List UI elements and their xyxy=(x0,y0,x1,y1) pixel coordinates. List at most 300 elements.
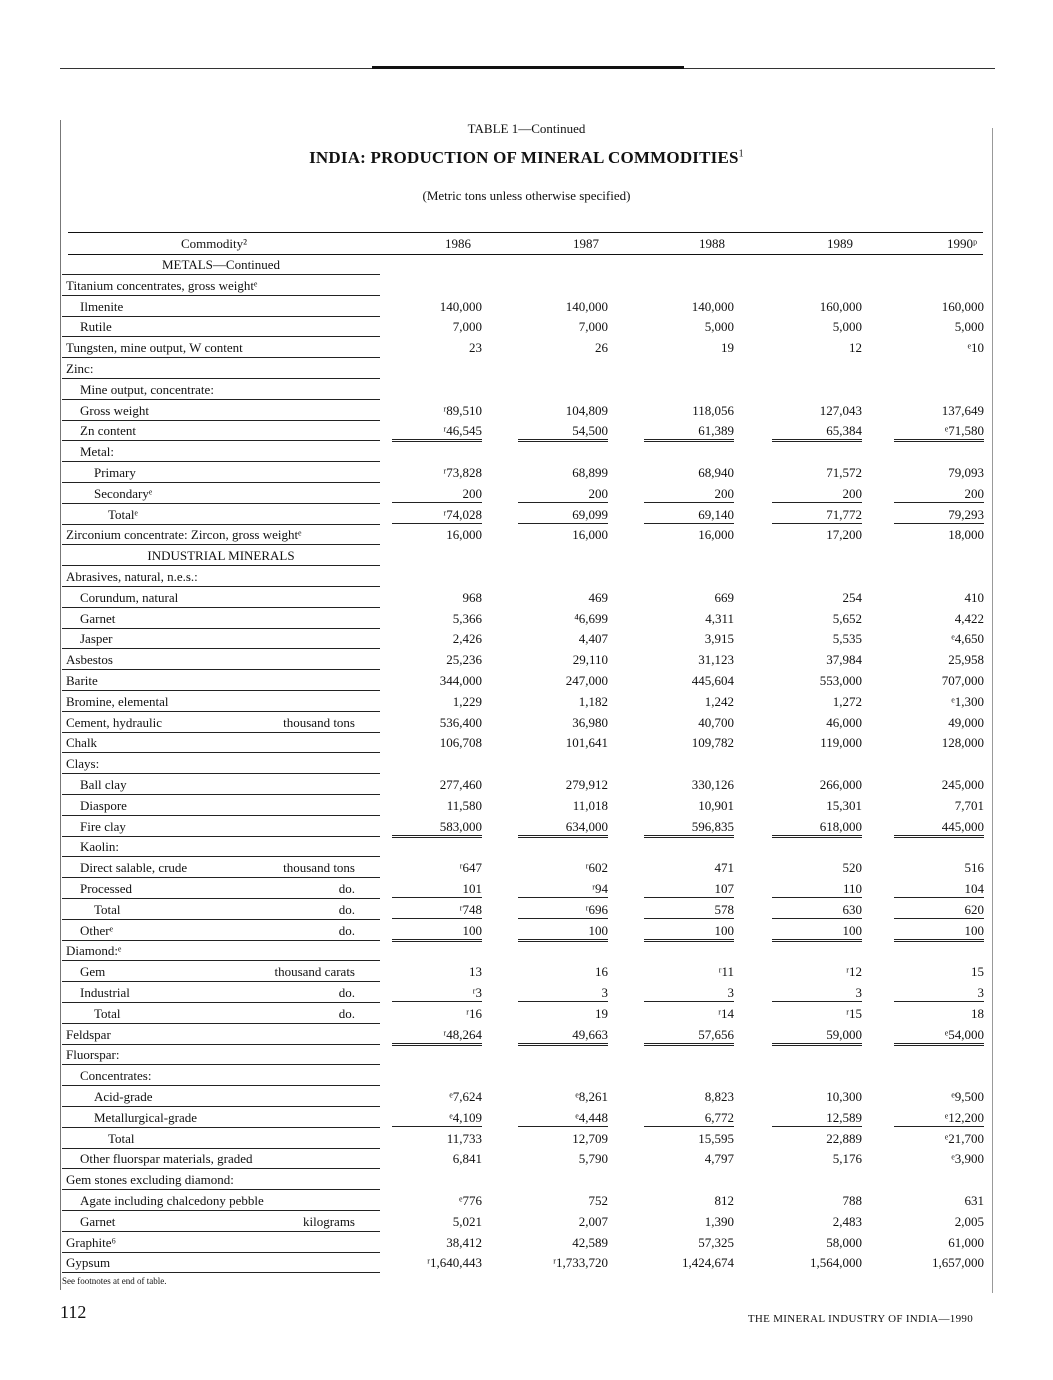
cell-1990: 18,000 xyxy=(948,527,984,543)
footnote: See footnotes at end of table. xyxy=(62,1276,167,1286)
row-label: Kaolin: xyxy=(80,839,119,855)
cell-1988: 31,123 xyxy=(698,652,734,668)
row-label: Fire clay xyxy=(80,818,126,834)
table-row xyxy=(0,337,1053,357)
row-label: Abrasives, natural, n.e.s.: xyxy=(66,569,198,584)
row-label: Rutile xyxy=(80,319,112,335)
row-label: Gypsum xyxy=(66,1255,111,1271)
row-label: Feldspar xyxy=(66,1026,111,1042)
table-label: TABLE 1—Continued xyxy=(467,121,586,136)
cell-1987: 11,018 xyxy=(572,797,608,813)
cell-1990: 49,000 xyxy=(948,714,984,730)
cell-1988: 100 xyxy=(644,923,734,942)
cell-1986: 16,000 xyxy=(446,527,482,543)
table-row xyxy=(0,961,1053,981)
row-label: Direct salable, crude xyxy=(80,860,188,876)
cell-1989: 788 xyxy=(842,1193,862,1208)
row-label: Fluorspar: xyxy=(66,1047,120,1063)
cell-1989: 59,000 xyxy=(772,1027,862,1046)
cell-1990: ᵉ71,580 xyxy=(894,423,984,442)
cell-1987: 2,007 xyxy=(578,1213,608,1229)
table-title-text: INDIA: PRODUCTION OF MINERAL COMMODITIES xyxy=(309,148,739,167)
cell-1989: ʳ12 xyxy=(846,964,862,980)
cell-1987: 634,000 xyxy=(518,819,608,838)
cell-1989: ʳ15 xyxy=(846,1005,862,1021)
column-header-commodity: Commodity² xyxy=(180,236,247,251)
table-row xyxy=(0,608,1053,628)
table-row xyxy=(0,504,1053,524)
table-row xyxy=(0,1211,1053,1231)
cell-1986: 23 xyxy=(469,340,482,356)
row-label: Metal: xyxy=(80,444,114,460)
cell-1989: 3 xyxy=(772,985,862,1002)
row-label: Titanium concentrates, gross weightᵉ xyxy=(66,277,258,293)
row-label: Asbestos xyxy=(66,652,113,668)
cell-1989: 12 xyxy=(849,340,862,356)
cell-1987: ᵉ8,261 xyxy=(575,1089,608,1104)
cell-1986: ʳ1,640,443 xyxy=(427,1255,482,1271)
cell-1987: ʳ94 xyxy=(518,881,608,898)
cell-1989: 1,564,000 xyxy=(810,1255,862,1271)
cell-1988: ʳ11 xyxy=(718,964,734,980)
table-subtitle: (Metric tons unless otherwise specified) xyxy=(422,188,631,203)
row-label: Cement, hydraulic xyxy=(66,714,163,730)
row-label: Agate including chalcedony pebble xyxy=(80,1193,264,1208)
cell-1990: 1,657,000 xyxy=(932,1255,984,1271)
row-label: METALS—Continued xyxy=(161,257,281,272)
cell-1987: 752 xyxy=(588,1193,608,1208)
cell-1987: 469 xyxy=(588,589,608,605)
cell-1990: 707,000 xyxy=(941,673,984,688)
row-label: Ball clay xyxy=(80,777,127,792)
cell-1990: 4,422 xyxy=(954,610,984,626)
cell-1988: 109,782 xyxy=(691,735,734,751)
cell-1986: 5,366 xyxy=(452,610,482,626)
cell-1987: 16,000 xyxy=(572,527,608,543)
cell-1990: 25,958 xyxy=(948,652,984,668)
cell-1988: 5,000 xyxy=(704,319,734,335)
row-unit: kilograms xyxy=(303,1213,355,1229)
cell-1989: 5,000 xyxy=(832,319,862,335)
cell-1988: 15,595 xyxy=(698,1130,734,1146)
cell-1987: 200 xyxy=(518,486,608,503)
cell-1986: 6,841 xyxy=(452,1151,482,1167)
row-label: Jasper xyxy=(80,631,113,647)
column-header-1989: 1989 xyxy=(827,236,853,251)
cell-1988: 578 xyxy=(644,902,734,919)
table-row xyxy=(0,441,1053,461)
cell-1987: ʳ696 xyxy=(518,902,608,919)
cell-1986: ᵉ776 xyxy=(459,1193,482,1208)
table-title xyxy=(0,148,1053,168)
cell-1990: 61,000 xyxy=(948,1234,984,1250)
table-row xyxy=(0,878,1053,898)
row-unit: do. xyxy=(338,881,355,896)
table-row xyxy=(0,545,1053,565)
cell-1990: 620 xyxy=(894,902,984,919)
cell-1988: 1,424,674 xyxy=(682,1255,734,1271)
row-label: Total xyxy=(94,1005,121,1021)
row-unit: thousand tons xyxy=(283,714,355,730)
row-label: Totalᵉ xyxy=(108,506,138,522)
cell-1989: 65,384 xyxy=(772,423,862,442)
cell-1988: 8,823 xyxy=(704,1089,734,1104)
cell-1986: ʳ89,510 xyxy=(443,402,482,418)
cell-1988: 19 xyxy=(721,340,734,356)
row-label: Corundum, natural xyxy=(80,589,179,605)
cell-1989: 553,000 xyxy=(819,673,862,688)
cell-1989: 71,772 xyxy=(772,507,862,524)
cell-1990: 410 xyxy=(964,589,984,605)
cell-1988: 3 xyxy=(644,985,734,1002)
cell-1987: 16 xyxy=(595,964,608,980)
row-label: Processed xyxy=(80,881,132,896)
cell-1987: 3 xyxy=(518,985,608,1002)
cell-1989: 5,176 xyxy=(832,1151,862,1167)
cell-1986: ᵉ4,109 xyxy=(392,1110,482,1127)
row-label: Otherᵉ xyxy=(80,922,113,938)
table-row xyxy=(0,358,1053,378)
cell-1986: 5,021 xyxy=(452,1213,482,1229)
cell-1986: 2,426 xyxy=(452,631,482,647)
cell-1988: 596,835 xyxy=(644,819,734,838)
cell-1988: 40,700 xyxy=(698,714,734,730)
row-unit: thousand tons xyxy=(283,860,355,876)
cell-1987: 36,980 xyxy=(572,714,608,730)
cell-1986: ʳ46,545 xyxy=(392,423,482,442)
cell-1987: 279,912 xyxy=(565,777,608,792)
cell-1988: 140,000 xyxy=(691,298,734,314)
cell-1988: 10,901 xyxy=(698,797,734,813)
row-label: Total xyxy=(94,901,121,917)
cell-1988: 1,390 xyxy=(704,1213,734,1229)
row-label: Industrial xyxy=(80,985,130,1000)
table-row xyxy=(0,296,1053,316)
table-row xyxy=(0,940,1053,960)
row-label: Diamond:ᵉ xyxy=(66,943,122,959)
table-row xyxy=(0,587,1053,607)
cell-1989: 58,000 xyxy=(826,1234,862,1250)
cell-1987: 140,000 xyxy=(565,298,608,314)
cell-1986: 344,000 xyxy=(439,673,482,688)
cell-1990: 2,005 xyxy=(954,1213,984,1229)
table-row xyxy=(0,1065,1053,1085)
table-row xyxy=(0,1107,1053,1127)
cell-1989: 110 xyxy=(772,881,862,898)
table-row xyxy=(0,816,1053,836)
title-footnote-mark: 1 xyxy=(738,148,744,160)
cell-1987: ᵉ4,448 xyxy=(518,1110,608,1127)
cell-1988: 4,797 xyxy=(704,1151,734,1167)
cell-1990: ᵉ10 xyxy=(967,340,984,356)
table-row xyxy=(0,1148,1053,1168)
cell-1989: 37,984 xyxy=(826,652,862,668)
table-row xyxy=(0,670,1053,690)
cell-1990: 128,000 xyxy=(941,735,984,751)
row-label: Ilmenite xyxy=(80,298,124,314)
row-label: Other fluorspar materials, graded xyxy=(80,1151,253,1167)
cell-1988: 4,311 xyxy=(705,610,734,626)
table-row xyxy=(0,1086,1053,1106)
row-label: Graphite⁶ xyxy=(66,1234,117,1250)
table-row xyxy=(0,982,1053,1002)
column-header-1986: 1986 xyxy=(445,236,471,251)
table-row xyxy=(0,732,1053,752)
row-label: Zirconium concentrate: Zircon, gross weightᵉ xyxy=(66,527,302,543)
cell-1986: 106,708 xyxy=(439,735,482,751)
cell-1987: 7,000 xyxy=(578,319,608,335)
row-label: Secondaryᵉ xyxy=(94,485,153,501)
cell-1990: 3 xyxy=(894,985,984,1002)
cell-1990: ᵉ12,200 xyxy=(894,1110,984,1127)
row-unit: do. xyxy=(338,1005,355,1021)
row-label: Bromine, elemental xyxy=(66,693,169,709)
cell-1988: 57,325 xyxy=(698,1234,734,1250)
row-label: Zinc: xyxy=(66,361,94,376)
table-row xyxy=(0,524,1053,544)
cell-1987: ⁴6,699 xyxy=(574,610,608,626)
cell-1990: 100 xyxy=(894,923,984,942)
row-label: Barite xyxy=(66,673,98,688)
row-label: Gross weight xyxy=(80,402,149,418)
cell-1986: 13 xyxy=(469,964,482,980)
cell-1987: 1,182 xyxy=(578,693,608,709)
cell-1987: 101,641 xyxy=(565,735,608,751)
cell-1986: 100 xyxy=(392,923,482,942)
cell-1987: 68,899 xyxy=(572,465,608,480)
cell-1988: 6,772 xyxy=(644,1110,734,1127)
cell-1987: 247,000 xyxy=(565,673,608,688)
cell-1986: 968 xyxy=(462,589,482,605)
row-unit: do. xyxy=(338,922,355,938)
cell-1990: ᵉ54,000 xyxy=(894,1027,984,1046)
cell-1988: 107 xyxy=(644,881,734,898)
cell-1986: ʳ748 xyxy=(392,902,482,919)
table-row xyxy=(0,254,1053,274)
cell-1988: 118,056 xyxy=(692,402,734,418)
table-row xyxy=(0,1190,1053,1210)
column-header-1988: 1988 xyxy=(699,236,725,251)
row-label: Garnet xyxy=(80,1213,116,1229)
table-row xyxy=(0,1232,1053,1252)
cell-1989: 266,000 xyxy=(819,777,862,792)
cell-1989: 2,483 xyxy=(832,1213,862,1229)
table-row xyxy=(0,1003,1053,1023)
row-label: Primary xyxy=(94,465,136,480)
cell-1990: 160,000 xyxy=(941,298,984,314)
cell-1986: 140,000 xyxy=(439,298,482,314)
table-row xyxy=(0,316,1053,336)
cell-1986: 536,400 xyxy=(439,714,482,730)
row-label: Tungsten, mine output, W content xyxy=(66,340,243,356)
cell-1988: 812 xyxy=(714,1193,734,1208)
cell-1989: 127,043 xyxy=(819,402,862,418)
cell-1989: 1,272 xyxy=(832,693,862,709)
cell-1990: ᵉ9,500 xyxy=(951,1089,984,1104)
cell-1989: 12,589 xyxy=(772,1110,862,1127)
cell-1989: 22,889 xyxy=(826,1130,862,1146)
cell-1990: 7,701 xyxy=(954,797,984,813)
row-label: Gem xyxy=(80,964,106,980)
cell-1986: ʳ647 xyxy=(459,860,482,876)
cell-1990: ᵉ21,700 xyxy=(944,1130,984,1146)
cell-1990: ᵉ3,900 xyxy=(951,1151,984,1167)
table-row xyxy=(0,400,1053,420)
cell-1990: 631 xyxy=(964,1193,984,1208)
cell-1990: 79,093 xyxy=(948,465,984,480)
cell-1986: ʳ74,028 xyxy=(392,507,482,524)
cell-1988: 445,604 xyxy=(691,673,734,688)
cell-1986: ᵉ7,624 xyxy=(449,1089,482,1104)
cell-1989: 5,535 xyxy=(832,631,862,647)
table-row xyxy=(0,774,1053,794)
row-label: Total xyxy=(108,1130,135,1146)
cell-1990: 445,000 xyxy=(894,819,984,838)
row-label: Garnet xyxy=(80,610,116,626)
cell-1986: ʳ16 xyxy=(466,1005,482,1021)
row-rule xyxy=(62,1272,380,1273)
cell-1987: 100 xyxy=(518,923,608,942)
cell-1989: 17,200 xyxy=(826,527,862,543)
cell-1989: 15,301 xyxy=(826,797,862,813)
cell-1989: 5,652 xyxy=(832,610,862,626)
cell-1989: 618,000 xyxy=(772,819,862,838)
cell-1986: 38,412 xyxy=(446,1234,482,1250)
cell-1988: 471 xyxy=(714,860,734,876)
cell-1988: 69,140 xyxy=(644,507,734,524)
table-row xyxy=(0,1024,1053,1044)
cell-1986: 101 xyxy=(392,881,482,898)
cell-1990: 18 xyxy=(971,1005,984,1021)
row-label: INDUSTRIAL MINERALS xyxy=(147,548,295,564)
cell-1987: ʳ602 xyxy=(585,860,608,876)
cell-1987: 69,099 xyxy=(518,507,608,524)
cell-1986: ʳ3 xyxy=(392,985,482,1002)
row-label: Chalk xyxy=(66,735,98,751)
cell-1988: 3,915 xyxy=(704,631,734,647)
row-label: Acid-grade xyxy=(94,1089,153,1104)
table-row xyxy=(0,712,1053,732)
table-row xyxy=(0,920,1053,940)
table-row xyxy=(0,275,1053,295)
cell-1987: 4,407 xyxy=(578,631,608,647)
cell-1988: 61,389 xyxy=(644,423,734,442)
cell-1988: ʳ14 xyxy=(718,1005,734,1021)
cell-1990: 79,293 xyxy=(894,507,984,524)
cell-1988: 330,126 xyxy=(691,777,734,792)
cell-1988: 200 xyxy=(644,486,734,503)
table-row xyxy=(0,1128,1053,1148)
cell-1988: 68,940 xyxy=(698,465,734,480)
table-row xyxy=(0,483,1053,503)
cell-1990: 200 xyxy=(894,486,984,503)
cell-1987: 54,500 xyxy=(518,423,608,442)
table-row xyxy=(0,836,1053,856)
cell-1990: 104 xyxy=(894,881,984,898)
cell-1989: 254 xyxy=(842,589,862,605)
top-rule-accent xyxy=(372,66,684,69)
cell-1986: 11,733 xyxy=(446,1130,482,1146)
cell-1989: 160,000 xyxy=(819,298,862,314)
cell-1987: 42,589 xyxy=(572,1234,608,1250)
cell-1988: 669 xyxy=(714,589,734,605)
cell-1987: 26 xyxy=(595,340,608,356)
cell-1989: 46,000 xyxy=(826,714,862,730)
table-row xyxy=(0,420,1053,440)
table-row xyxy=(0,1169,1053,1189)
cell-1988: 16,000 xyxy=(698,527,734,543)
cell-1986: 277,460 xyxy=(439,777,482,792)
table-row xyxy=(0,857,1053,877)
page-number: 112 xyxy=(60,1302,87,1322)
row-label: Diaspore xyxy=(80,797,127,813)
cell-1986: 200 xyxy=(392,486,482,503)
cell-1989: 10,300 xyxy=(826,1089,862,1104)
cell-1990: ᵉ4,650 xyxy=(951,631,984,647)
row-label: Metallurgical-grade xyxy=(94,1109,197,1125)
row-label: Gem stones excluding diamond: xyxy=(66,1172,234,1188)
row-label: Clays: xyxy=(66,756,100,772)
table-row xyxy=(0,649,1053,669)
cell-1987: 12,709 xyxy=(572,1130,608,1146)
cell-1987: 29,110 xyxy=(572,652,608,668)
cell-1987: 104,809 xyxy=(565,402,608,418)
cell-1988: 1,242 xyxy=(704,693,734,709)
column-header-1987: 1987 xyxy=(573,236,599,251)
cell-1990: 516 xyxy=(964,860,984,876)
table-row xyxy=(0,379,1053,399)
cell-1986: 25,236 xyxy=(446,652,482,668)
cell-1987: ʳ1,733,720 xyxy=(553,1255,608,1271)
row-unit: do. xyxy=(338,985,355,1000)
column-header-1990: 1990ᵖ xyxy=(946,236,978,251)
cell-1989: 100 xyxy=(772,923,862,942)
table-row xyxy=(0,691,1053,711)
cell-1990: 137,649 xyxy=(941,402,984,418)
table-row xyxy=(0,628,1053,648)
cell-1986: ʳ73,828 xyxy=(443,465,482,480)
cell-1986: 7,000 xyxy=(452,319,482,335)
cell-1986: ʳ48,264 xyxy=(392,1027,482,1046)
cell-1986: 11,580 xyxy=(446,797,482,813)
row-label: Mine output, concentrate: xyxy=(80,381,214,397)
row-label: Zn content xyxy=(80,423,136,439)
table-row xyxy=(0,566,1053,586)
cell-1990: ᵉ1,300 xyxy=(951,693,984,709)
column-header-row xyxy=(0,233,1053,253)
cell-1987: 49,663 xyxy=(518,1027,608,1046)
table-row xyxy=(0,462,1053,482)
table-row xyxy=(0,753,1053,773)
cell-1988: 57,656 xyxy=(644,1027,734,1046)
table-row xyxy=(0,1252,1053,1272)
cell-1986: 583,000 xyxy=(392,819,482,838)
cell-1989: 520 xyxy=(842,860,862,876)
cell-1990: 5,000 xyxy=(954,319,984,335)
cell-1989: 630 xyxy=(772,902,862,919)
cell-1990: 15 xyxy=(971,964,984,980)
row-unit: do. xyxy=(338,901,355,917)
row-label: Concentrates: xyxy=(80,1068,152,1084)
cell-1987: 5,790 xyxy=(578,1151,608,1167)
cell-1989: 71,572 xyxy=(826,465,862,480)
table-row xyxy=(0,899,1053,919)
running-footer: THE MINERAL INDUSTRY OF INDIA—1990 xyxy=(747,1313,973,1325)
row-unit: thousand carats xyxy=(274,964,355,980)
cell-1986: 1,229 xyxy=(452,693,482,709)
table-row xyxy=(0,795,1053,815)
cell-1987: 19 xyxy=(595,1005,608,1021)
